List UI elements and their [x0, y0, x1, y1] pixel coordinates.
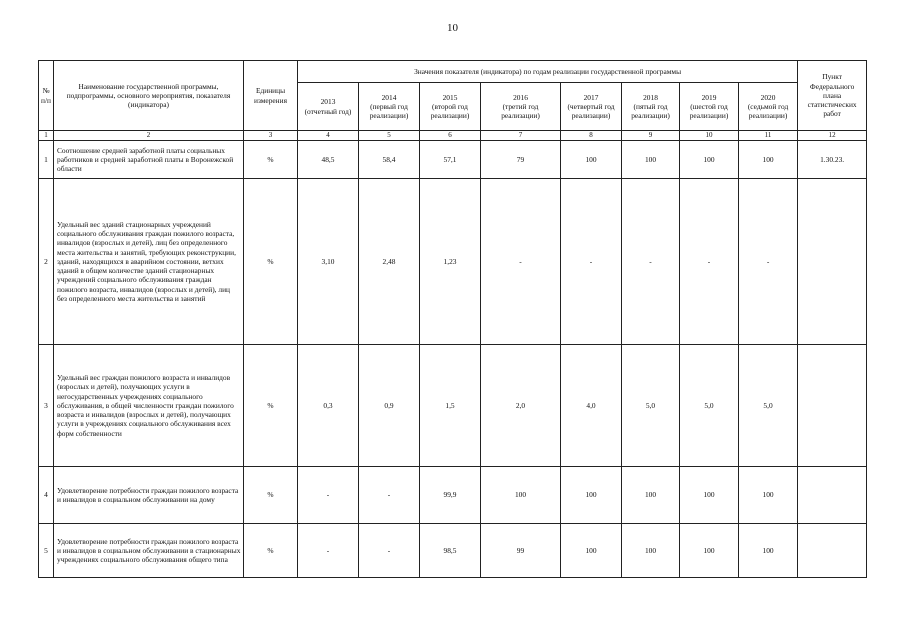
value-cell: - [359, 524, 420, 578]
value-cell: - [739, 179, 798, 345]
header-name: Наименование государственной программы, подпрограммы, основного мероприятия, показателя (индикатора) [54, 61, 244, 131]
value-cell: 100 [561, 524, 622, 578]
header-year-desc: (пятый год реализации) [631, 101, 670, 121]
row-number: 1 [39, 141, 54, 179]
column-number: 2 [54, 131, 244, 141]
value-cell: - [561, 179, 622, 345]
header-year-desc: (седьмой год реализации) [747, 101, 789, 121]
column-number: 7 [481, 131, 561, 141]
value-cell: 100 [622, 524, 680, 578]
header-plan: Пункт Федерального плана статистических работ [798, 61, 867, 131]
table-row [39, 467, 867, 524]
value-cell: 100 [739, 467, 798, 524]
header-year-desc: (второй год реализации) [430, 101, 470, 121]
header-year-2013 [298, 83, 359, 131]
unit-cell: % [244, 345, 298, 467]
header-year-2019 [680, 83, 739, 131]
value-cell: 99 [481, 524, 561, 578]
value-cell: 100 [680, 141, 739, 179]
plan-cell [798, 345, 867, 467]
value-cell: 0,3 [298, 345, 359, 467]
row-number: 3 [39, 345, 54, 467]
table-row [39, 524, 867, 578]
header-year-2017 [561, 83, 622, 131]
value-cell: - [298, 467, 359, 524]
value-cell: 100 [680, 524, 739, 578]
header-values-group: Значения показателя (индикатора) по годам реализации государственной программы [298, 61, 798, 83]
value-cell: 5,0 [622, 345, 680, 467]
header-year-label: 2014 [381, 92, 397, 102]
value-cell: - [622, 179, 680, 345]
table-row [39, 141, 867, 179]
value-cell: 5,0 [680, 345, 739, 467]
value-cell: 0,9 [359, 345, 420, 467]
value-cell: 2,48 [359, 179, 420, 345]
value-cell: 2,0 [481, 345, 561, 467]
column-number: 12 [798, 131, 867, 141]
column-number: 8 [561, 131, 622, 141]
row-number: 2 [39, 179, 54, 345]
header-year-desc: (четвертый год реализации) [567, 101, 615, 121]
value-cell: - [680, 179, 739, 345]
unit-cell: % [244, 524, 298, 578]
header-year-2016 [481, 83, 561, 131]
column-number: 6 [420, 131, 481, 141]
page-number: 10 [447, 22, 458, 34]
header-year-label: 2013 [320, 97, 336, 107]
value-cell: 1,23 [420, 179, 481, 345]
value-cell: 100 [561, 141, 622, 179]
value-cell: 100 [739, 524, 798, 578]
header-year-label: 2019 [701, 92, 717, 102]
value-cell: 99,9 [420, 467, 481, 524]
column-number: 11 [739, 131, 798, 141]
unit-cell: % [244, 467, 298, 524]
column-number: 9 [622, 131, 680, 141]
header-unit: Единицы измерения [244, 61, 298, 131]
column-number: 5 [359, 131, 420, 141]
header-year-label: 2018 [643, 92, 658, 102]
header-year-2020 [739, 83, 798, 131]
header-year-2018 [622, 83, 680, 131]
value-cell: - [298, 524, 359, 578]
column-number: 10 [680, 131, 739, 141]
header-year-2015 [420, 83, 481, 131]
value-cell: 100 [622, 141, 680, 179]
value-cell: 100 [739, 141, 798, 179]
header-year-label: 2015 [442, 92, 458, 102]
value-cell: 100 [481, 467, 561, 524]
value-cell: 100 [561, 467, 622, 524]
unit-cell: % [244, 141, 298, 179]
row-number: 4 [39, 467, 54, 524]
value-cell: 98,5 [420, 524, 481, 578]
header-year-2014 [359, 83, 420, 131]
header-num: № п/п [39, 61, 54, 131]
plan-cell [798, 467, 867, 524]
header-year-label: 2020 [760, 92, 776, 102]
value-cell: 58,4 [359, 141, 420, 179]
row-number: 5 [39, 524, 54, 578]
indicator-name: Соотношение средней заработной платы социальных работников и средней заработной платы в Воронежской области [54, 141, 244, 179]
value-cell: - [359, 467, 420, 524]
value-cell: 79 [481, 141, 561, 179]
header-year-label: 2016 [513, 92, 528, 102]
header-year-label: 2017 [583, 92, 599, 102]
value-cell: 48,5 [298, 141, 359, 179]
value-cell: - [481, 179, 561, 345]
header-year-desc: (третий год реализации) [501, 101, 540, 121]
column-number: 1 [39, 131, 54, 141]
table-row [39, 345, 867, 467]
plan-cell [798, 179, 867, 345]
table-row [39, 179, 867, 345]
indicator-name: Удельный вес граждан пожилого возраста и инвалидов (взрослых и детей), получающих услуги в негосударственных учреждениях социального обслуживания, в общей численности граждан пожилого возраста и инвалидов (взрослых и детей), получающих услуги в учреждениях социального обслуживания всех форм собственности [54, 345, 244, 467]
column-number: 4 [298, 131, 359, 141]
plan-cell [798, 524, 867, 578]
value-cell: 5,0 [739, 345, 798, 467]
indicator-name: Удовлетворение потребности граждан пожилого возраста и инвалидов в социальном обслуживании на дому [54, 467, 244, 524]
value-cell: 3,10 [298, 179, 359, 345]
indicator-table [38, 60, 867, 578]
column-number: 3 [244, 131, 298, 141]
header-year-desc: (шестой год реализации) [689, 101, 729, 121]
header-year-desc: (первый год реализации) [369, 101, 409, 121]
value-cell: 57,1 [420, 141, 481, 179]
value-cell: 100 [622, 467, 680, 524]
indicator-name: Удельный вес зданий стационарных учреждений социального обслуживания граждан пожилого возраста, инвалидов (взрослых и детей), лиц без определенного места жительства и занятий, требующих реконструкции, зданий, находящихся в аварийном состоянии, ветхих зданий в общем количестве зданий стационарных учреждений социального обслуживания граждан пожилого возраста, инвалидов (взрослых и детей), лиц без определенного места жительства и занятий [54, 179, 244, 345]
value-cell: 1,5 [420, 345, 481, 467]
value-cell: 4,0 [561, 345, 622, 467]
indicator-name: Удовлетворение потребности граждан пожилого возраста и инвалидов в социальном обслуживании в стационарных учреждениях социального обслуживания общего типа [54, 524, 244, 578]
value-cell: 100 [680, 467, 739, 524]
unit-cell: % [244, 179, 298, 345]
plan-cell: 1.30.23. [798, 141, 867, 179]
header-year-desc: (отчетный год) [304, 106, 352, 116]
